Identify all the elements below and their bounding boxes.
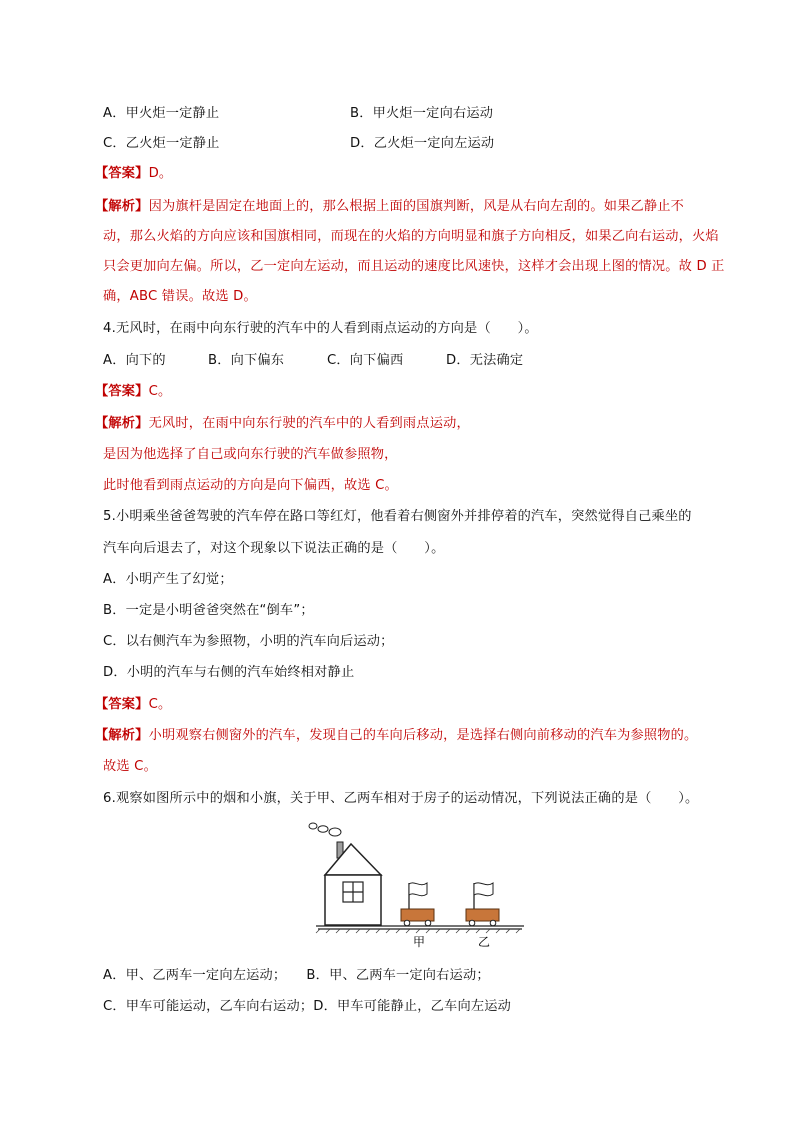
q3-option-c: C．乙火炬一定静止: [103, 136, 220, 151]
q3-analysis-line4: 确，ABC 错误。故选 D。: [103, 289, 257, 304]
window-icon: [343, 882, 363, 902]
cart-jia-icon: [401, 883, 434, 926]
q5-option-a: A．小明产生了幻觉；: [103, 572, 233, 587]
label-yi: 乙: [478, 935, 491, 949]
smoke-icon: [309, 823, 341, 836]
q3-answer: [95, 165, 172, 183]
answer-value: C。: [148, 697, 172, 712]
q5-analysis-line2: 故选 C。: [103, 759, 157, 774]
answer-label: 【答案】: [95, 697, 149, 712]
analysis-text: 因为旗杆是固定在地面上的，那么根据上面的国旗判断，风是从右向左刮的。如果乙静止不: [148, 199, 685, 214]
house-roof-icon: [325, 844, 381, 875]
cart-yi-icon: [466, 883, 499, 926]
q4-option-d: D．无法确定: [446, 353, 524, 368]
q5-analysis-line1: [95, 727, 697, 745]
analysis-label: 【解析】: [95, 728, 149, 743]
q5-stem-line1: 5.小明乘坐爸爸驾驶的汽车停在路口等红灯，他看着右侧窗外并排停着的汽车，突然觉得自己乘坐的: [103, 509, 692, 524]
q4-analysis-line1: [95, 415, 470, 433]
q4-option-c: C．向下偏西: [327, 353, 404, 368]
q4-answer: [95, 383, 171, 401]
q3-analysis-line2: 动，那么火焰的方向应该和国旗相同，而现在的火焰的方向明显和旗子方向相反，如果乙向右运动，火焰: [103, 229, 719, 244]
q5-answer: [95, 696, 171, 714]
label-jia: 甲: [413, 935, 426, 949]
answer-value: C。: [148, 384, 172, 399]
house-and-carts-figure: [310, 820, 530, 955]
analysis-label: 【解析】: [95, 416, 149, 431]
figure-drawing: [310, 820, 530, 955]
q3-analysis-line3: 只会更加向左偏。所以，乙一定向左运动，而且运动的速度比风速快，这样才会出现上图的情况。故 D 正: [103, 259, 725, 274]
q6-stem: 6.观察如图所示中的烟和小旗，关于甲、乙两车相对于房子的运动情况，下列说法正确的是（ ）。: [103, 791, 699, 806]
ground-line: [316, 926, 524, 929]
analysis-label: 【解析】: [95, 199, 149, 214]
q3-option-b: B．甲火炬一定向右运动: [350, 106, 494, 121]
q6-option-ab: A．甲、乙两车一定向左运动； B．甲、乙两车一定向右运动；: [103, 968, 490, 983]
analysis-text: 无风时，在雨中向东行驶的汽车中的人看到雨点运动，: [148, 416, 470, 431]
q6-option-cd: C．甲车可能运动，乙车向右运动；D．甲车可能静止，乙车向左运动: [103, 999, 511, 1014]
q4-option-b: B．向下偏东: [208, 353, 285, 368]
analysis-text: 小明观察右侧窗外的汽车，发现自己的车向后移动，是选择右侧向前移动的汽车为参照物的。: [148, 728, 698, 743]
q4-analysis-line3: 此时他看到雨点运动的方向是向下偏西，故选 C。: [103, 478, 398, 493]
q3-analysis-line1: [95, 198, 684, 216]
q3-option-a: A．甲火炬一定静止: [103, 106, 220, 121]
q4-stem: 4.无风时，在雨中向东行驶的汽车中的人看到雨点运动的方向是（ ）。: [103, 321, 538, 336]
q5-option-b: B．一定是小明爸爸突然在“倒车”；: [103, 603, 314, 618]
q5-option-d: D．小明的汽车与右侧的汽车始终相对静止: [103, 665, 355, 680]
q4-option-a: A．向下的: [103, 353, 166, 368]
q5-option-c: C．以右侧汽车为参照物，小明的汽车向后运动；: [103, 634, 394, 649]
answer-label: 【答案】: [95, 166, 149, 181]
answer-value: D。: [148, 166, 173, 181]
q3-option-d: D．乙火炬一定向左运动: [350, 136, 495, 151]
answer-label: 【答案】: [95, 384, 149, 399]
q4-analysis-line2: 是因为他选择了自己或向东行驶的汽车做参照物，: [103, 447, 398, 462]
q5-stem-line2: 汽车向后退去了，对这个现象以下说法正确的是（ ）。: [103, 541, 445, 556]
